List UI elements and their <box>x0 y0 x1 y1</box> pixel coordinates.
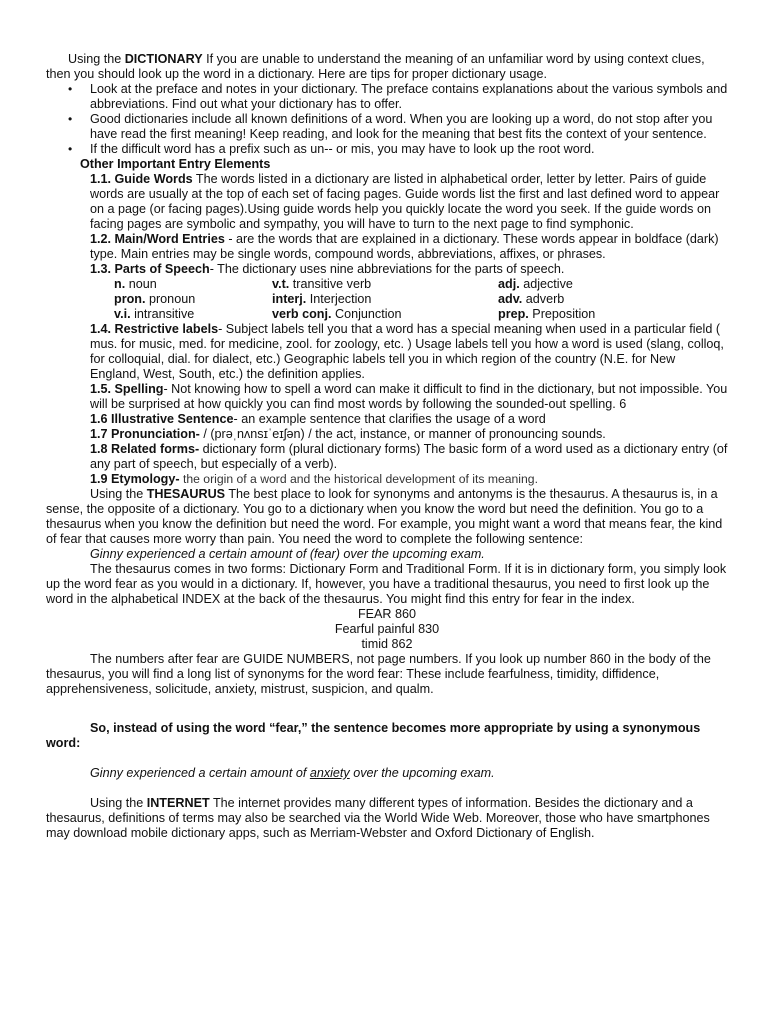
spacer <box>46 781 728 796</box>
bullet-icon: • <box>68 82 73 96</box>
table-cell: n. noun <box>114 277 157 291</box>
table-cell: verb conj. Conjunction <box>272 307 402 321</box>
entry-restrictive-labels: 1.4. Restrictive labels- Subject labels tell you that a word has a special meaning when used in a particular field ( mus. for music, med. for medicine, zool. for zoology, etc. ) Usage labels tell you how a word is used (slang, colloq, for colloquial, dial. for dialect, etc.) Geographic labels tell you in which region of the country (N.E. for New England, West, South, etc.) the definition applies. <box>90 322 724 381</box>
example-sentence: Ginny experienced a certain amount of (fear) over the upcoming exam. <box>90 547 485 561</box>
table-row <box>46 277 728 292</box>
entry-guide-words: 1.1. Guide Words The words listed in a dictionary are listed in alphabetical order, letter by letter. Pairs of guide words are usually at the top of each set of facing pages. Guide words list the first and last defined word to appear on a page (or facing pages).Using guide words help you quickly locate the word you seek. If the guide words on facing pages are symbolic and sympathy, you will have to turn to the next page to find symphonic. <box>90 172 720 231</box>
table-cell: prep. Preposition <box>498 307 596 321</box>
bullet-icon: • <box>68 112 73 126</box>
index-line: timid 862 <box>361 637 413 651</box>
parts-of-speech-table <box>46 277 728 322</box>
dictionary-paragraph <box>46 52 728 82</box>
index-entry <box>46 607 728 652</box>
table-cell: v.i. intransitive <box>114 307 195 321</box>
text: If you are unable to understand the meaning of an unfamiliar word by using context clues, then you should look up the word in a dictionary. Here are tips for proper dictionary usage. <box>46 52 705 81</box>
table-cell: pron. pronoun <box>114 292 196 306</box>
tips-list <box>46 82 728 157</box>
index-line: Fearful painful 830 <box>334 622 440 636</box>
table-cell: adv. adverb <box>498 292 565 306</box>
entry-parts-of-speech: 1.3. Parts of Speech- The dictionary uses nine abbreviations for the parts of speech. <box>90 262 565 276</box>
entry-pronunciation: 1.7 Pronunciation- / (prəˌnʌnsɪˈeɪʃən) / the act, instance, or manner of pronouncing sounds. <box>90 427 606 441</box>
so-instead-paragraph: So, instead of using the word “fear,” the sentence becomes more appropriate by using a synonymous word: <box>46 721 701 750</box>
table-cell: v.t. transitive verb <box>272 277 372 291</box>
index-line: FEAR 860 <box>357 607 417 621</box>
table-cell: adj. adjective <box>498 277 573 291</box>
internet-paragraph: Using the INTERNET The internet provides many different types of information. Besides the dictionary and a thesaurus, definitions of terms may also be searched via the World Wide Web. Moreover, those who have smartphones may download mobile dictionary apps, such as Merriam-Webster and Oxford Dictionary of English. <box>46 796 710 840</box>
table-row <box>46 292 728 307</box>
entry-illustrative-sentence: 1.6 Illustrative Sentence- an example sentence that clarifies the usage of a word <box>90 412 546 426</box>
entry-spelling: 1.5. Spelling- Not knowing how to spell a word can make it difficult to find in the dictionary, but not impossible. You will be surprised at how quickly you can find most words by following the sounded-out spelling. 6 <box>90 382 728 411</box>
guide-numbers-paragraph: The numbers after fear are GUIDE NUMBERS, not page numbers. If you look up number 860 in the body of the thesaurus, you will find a long list of synonyms for the word fear: These include fearfulness, timidity, diffidence, apprehensiveness, solicitude, anxiety, mistrust, suspicion, and qualm. <box>46 652 711 696</box>
text: Using the <box>68 52 125 66</box>
list-item: • Look at the preface and notes in your dictionary. The preface contains explanations about the various symbols and abbreviations. Find out what your dictionary has to offer. <box>68 82 728 111</box>
entry-etymology: 1.9 Etymology- the origin of a word and the historical development of its meaning. <box>90 472 538 486</box>
keyword-internet: INTERNET <box>146 796 210 810</box>
table-row <box>46 307 728 322</box>
keyword-dictionary: DICTIONARY <box>124 52 203 66</box>
forms-paragraph: The thesaurus comes in two forms: Dictionary Form and Traditional Form. If it is in dictionary form, you simply look up the word fear as you would in a dictionary. If, however, you have a traditional thesaurus, you need to first look up the word in the alphabetical INDEX at the back of the thesaurus. You might find this entry for fear in the index. <box>46 562 727 606</box>
bullet-icon: • <box>68 142 73 156</box>
keyword-thesaurus: THESAURUS <box>146 487 226 501</box>
section-heading: Other Important Entry Elements <box>80 157 271 171</box>
entry-main-entries: 1.2. Main/Word Entries - are the words that are explained in a dictionary. These words appear in boldface (dark) type. Main entries may be single words, compound words, abbreviations, affixes, or phrases. <box>90 232 719 261</box>
table-cell: interj. Interjection <box>272 292 372 306</box>
thesaurus-paragraph: Using the THESAURUS The best place to look for synonyms and antonyms is the thesaurus. A thesaurus is, in a sense, the opposite of a dictionary. You go to a dictionary when you know the word but need the definition. You go to a thesaurus when you know the definition but need the word. For example, you might want a word that means fear, the kind of fear that causes more worry than pain. You need the word to complete the following sentence: <box>46 487 723 546</box>
list-item: • If the difficult word has a prefix such as un-- or mis, you may have to look up the root word. <box>68 142 595 156</box>
list-item: • Good dictionaries include all known definitions of a word. When you are looking up a word, do not stop after you have read the first meaning! Keep reading, and look for the meaning that best fits the context of your sentence. <box>68 112 713 141</box>
underlined-word: anxiety <box>309 766 350 780</box>
spacer <box>46 697 728 721</box>
entry-related-forms: 1.8 Related forms- dictionary form (plural dictionary forms) The basic form of a word used as a dictionary entry (of any part of speech, but especially of a verb). <box>90 442 728 471</box>
spacer <box>46 751 728 766</box>
example-sentence-revised: Ginny experienced a certain amount of anxiety over the upcoming exam. <box>90 766 495 780</box>
